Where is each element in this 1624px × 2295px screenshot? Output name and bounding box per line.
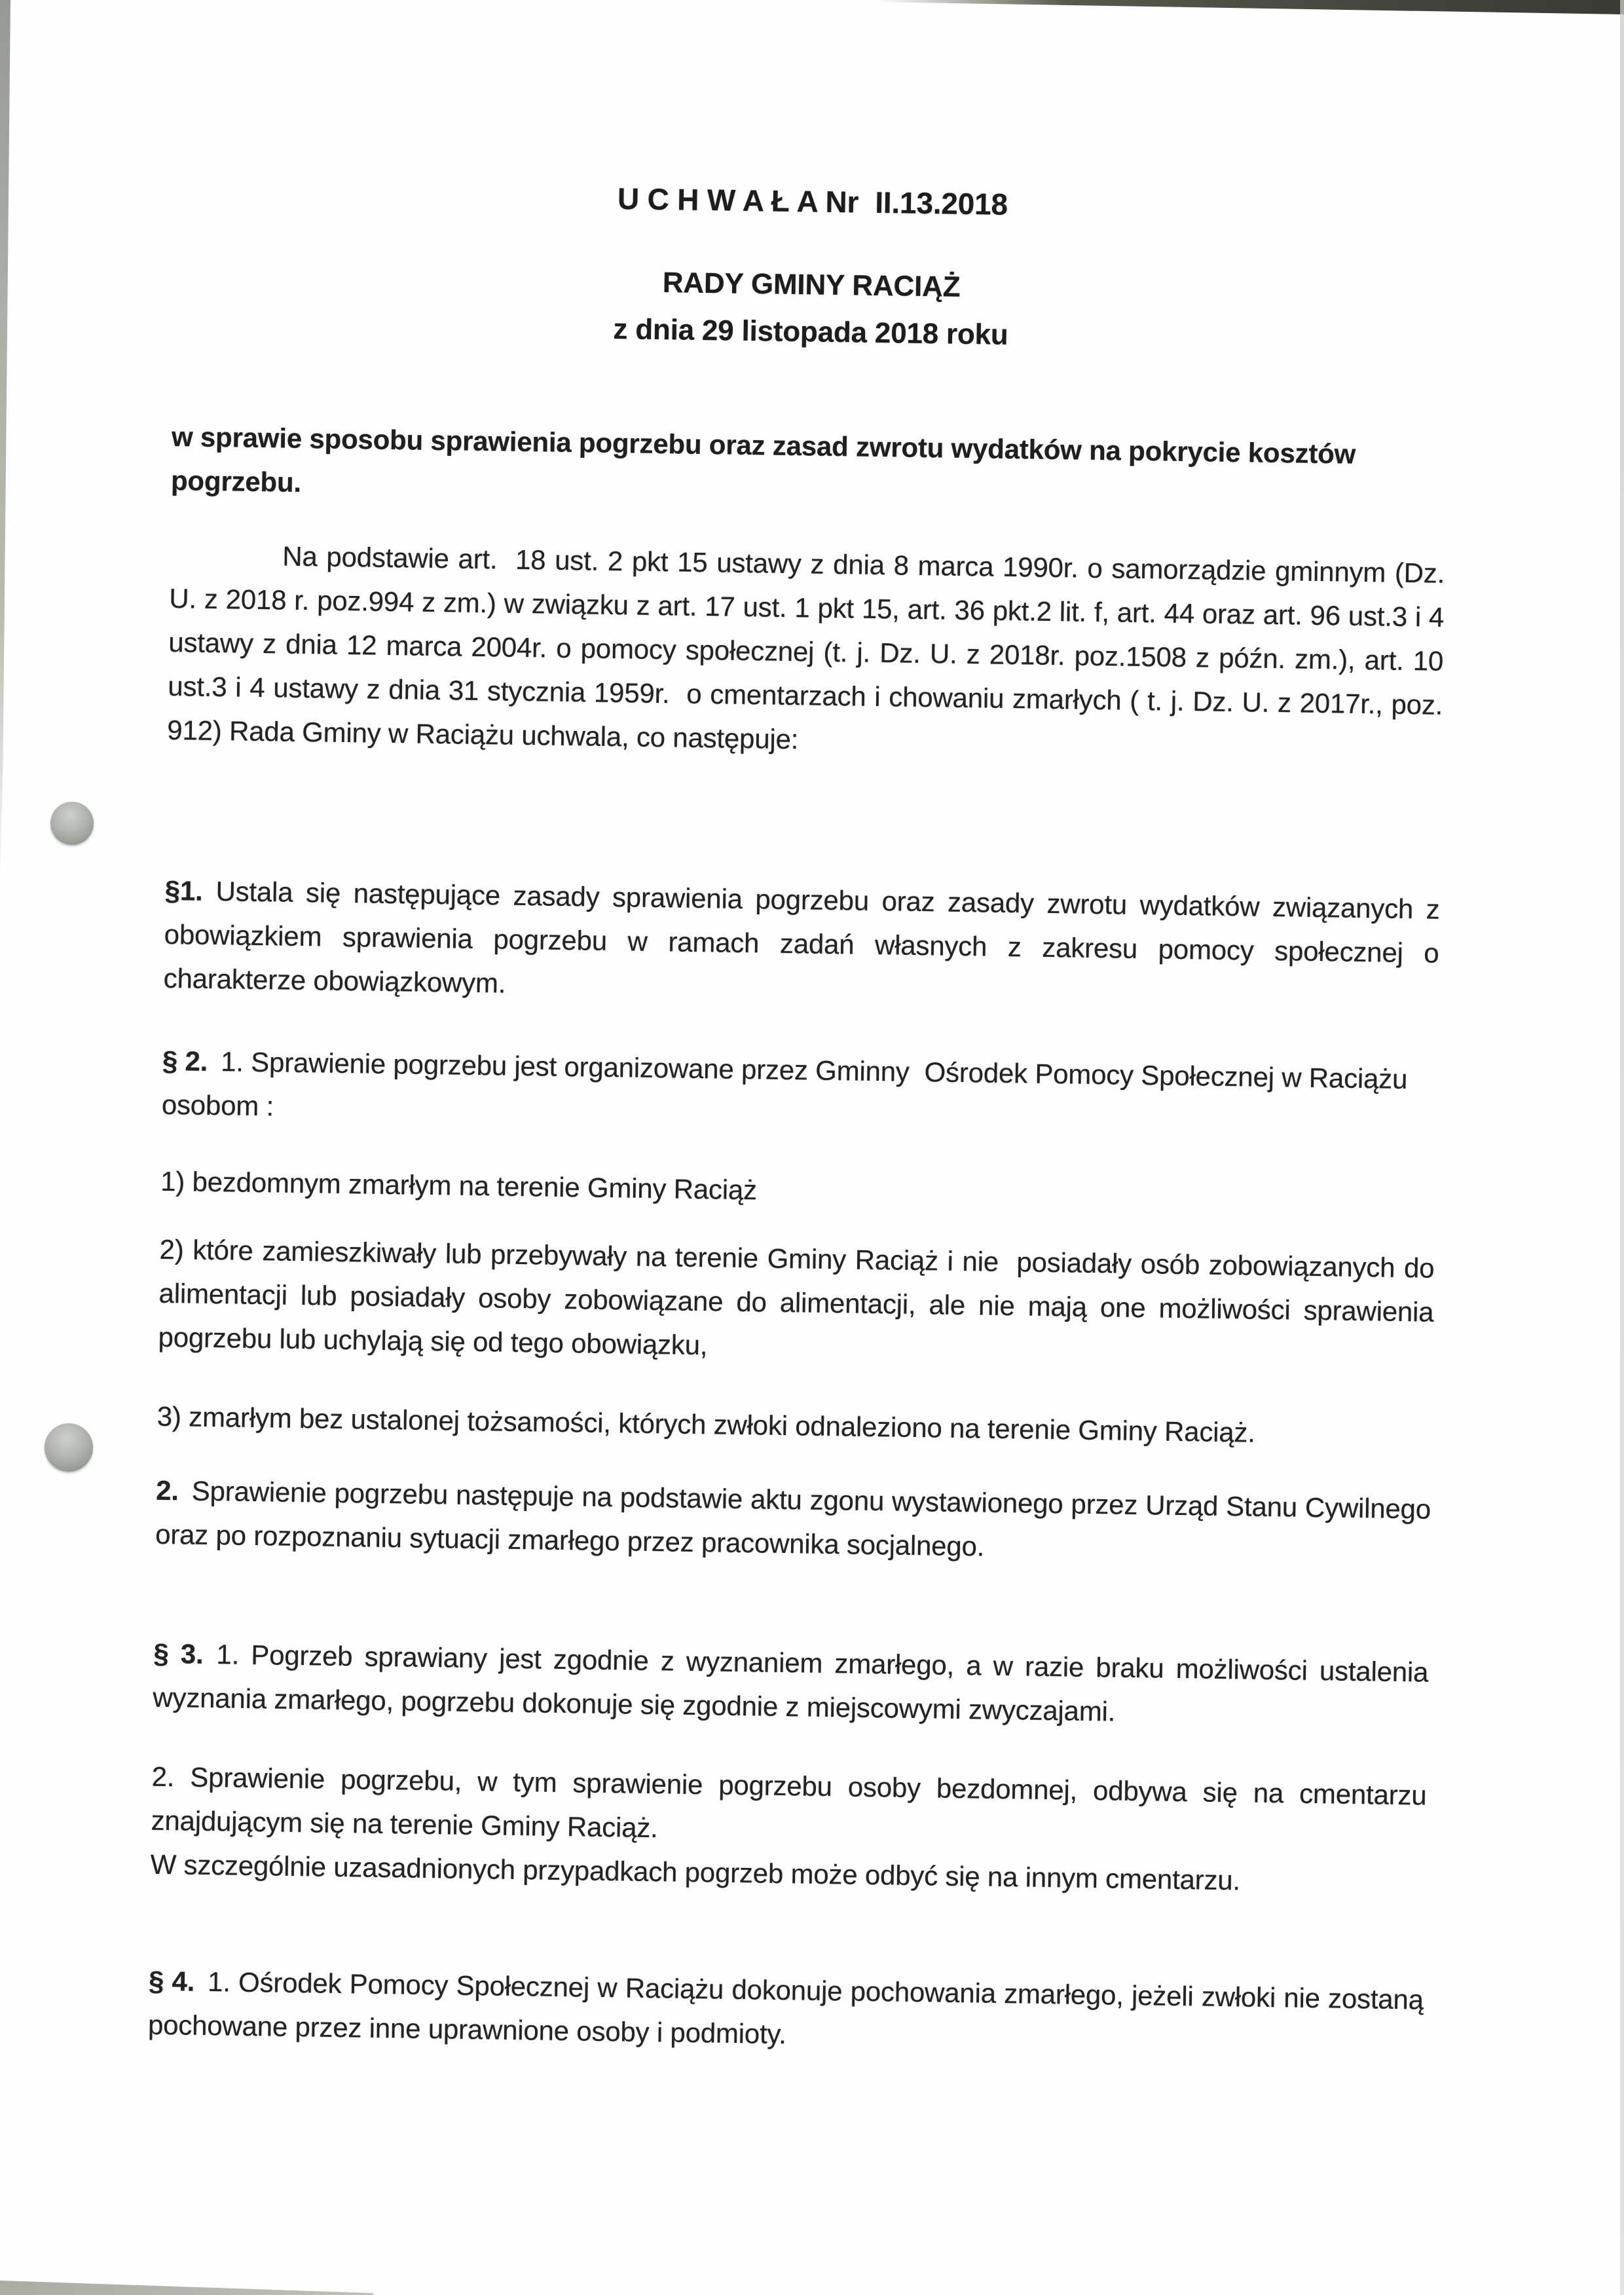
section-2-paragraph-2-lead: 2. — [155, 1474, 179, 1506]
section-2-item-1: 1) bezdomnym zmarłym na terenie Gminy Raciąż — [160, 1165, 758, 1206]
section-3-paragraph-1 — [153, 1632, 1429, 1738]
resolution-date: z dnia 29 listopada 2018 roku — [613, 312, 1008, 351]
section-4-paragraph-1 — [148, 1959, 1424, 2066]
issuing-body: RADY GMINY RACIĄŻ — [662, 267, 961, 303]
section-2-text: 1. Sprawienie pogrzebu jest organizowane przez Gminny Ośrodek Pomocy Społecznej w Raciążu osobom : — [161, 1046, 1408, 1122]
legal-basis-paragraph: Na podstawie art. 18 ust. 2 pkt 15 ustawy z dnia 8 marca 1990r. o samorządzie gminnym (Dz. U. z 2018 r. poz.994 z zm.) w związku z art. 17 ust. 1 pkt 15, art. 36 pkt.2 lit. f, art. 44 oraz art. 96 ust.3 i 4 ustawy z dnia 12 marca 2004r. o pomocy społecznej (t. j. Dz. U. z 2018r. poz.1508 z późn. zm.), art. 10 ust.3 i 4 ustawy z dnia 31 stycznia 1959r. o cmentarzach i chowaniu zmarłych ( t. j. Dz. U. z 2017r., poz. 912) Rada Gminy w Raciążu uchwala, co następuje: — [167, 540, 1445, 755]
section-4-lead: § 4. — [148, 1965, 195, 1997]
document-header — [173, 174, 1450, 360]
section-1-lead: §1. — [164, 874, 203, 906]
section-1-paragraph — [163, 868, 1440, 1019]
scan-edge-top — [877, 0, 1624, 14]
hole-punch-icon — [45, 1423, 93, 1472]
section-1-text: Ustala się następujące zasady sprawienia pogrzebu oraz zasady zwrotu wydatków związanych z obowiązkiem sprawienia pogrzebu w ramach zadań własnych z zakresu pomocy społecznej o charakterze obowiązkowym. — [163, 876, 1440, 999]
section-2-paragraph-2-text: Sprawienie pogrzebu następuje na podstawie aktu zgonu wystawionego przez Urząd Stanu Cywilnego oraz po rozpoznaniu sytuacji zmarłego przez pracownika socjalnego. — [155, 1475, 1431, 1562]
document-content — [148, 174, 1450, 2066]
section-3-paragraph-2: 2. Sprawienie pogrzebu, w tym sprawienie pogrzebu osoby bezdomnej, odbywa się na cmentarzu znajdującym się na terenie Gminy Raciąż. — [151, 1761, 1427, 1844]
subject-paragraph: w sprawie sposobu sprawienia pogrzebu oraz zasad zwrotu wydatków na pokrycie kosztów pogrzebu. — [170, 420, 1356, 498]
resolution-number: U C H W A Ł A Nr II.13.2018 — [617, 181, 1008, 221]
section-3-text: 1. Pogrzeb sprawiany jest zgodnie z wyznaniem zmarłego, a w razie braku możliwości ustalenia wyznania zmarłego, pogrzebu dokonuje się zgodnie z miejscowymi zwyczajami. — [153, 1639, 1429, 1727]
section-2-paragraph-1 — [161, 1039, 1437, 1146]
section-2-item-2: 2) które zamieszkiwały lub przebywały na terenie Gminy Raciąż i nie posiadały osób zobowiązanych do alimentacji lub posiadały osoby zobowiązane do alimentacji, ale nie mają one możliwości sprawienia pogrzebu lub uchylają się od tego obowiązku, — [158, 1233, 1435, 1361]
section-3-lead: § 3. — [153, 1637, 204, 1670]
section-2-paragraph-2 — [155, 1468, 1431, 1575]
scan-edge-left — [0, 0, 10, 891]
hole-punch-icon — [50, 802, 94, 845]
section-4-text: 1. Ośrodek Pomocy Społecznej w Raciążu dokonuje pochowania zmarłego, jeżeli zwłoki nie zostaną pochowane przez inne uprawnione osoby i podmioty. — [147, 1966, 1424, 2050]
section-3-paragraph-2-continued: W szczególnie uzasadnionych przypadkach pogrzeb może odbyć się na innym cmentarzu. — [150, 1848, 1241, 1896]
scan-edge-bottom — [0, 2279, 373, 2295]
section-2-lead: § 2. — [162, 1045, 208, 1077]
scan-edge-right — [1620, 0, 1624, 2295]
section-2-item-3: 3) zmarłym bez ustalonej tożsamości, których zwłoki odnaleziono na terenie Gminy Raciąż. — [157, 1400, 1256, 1448]
